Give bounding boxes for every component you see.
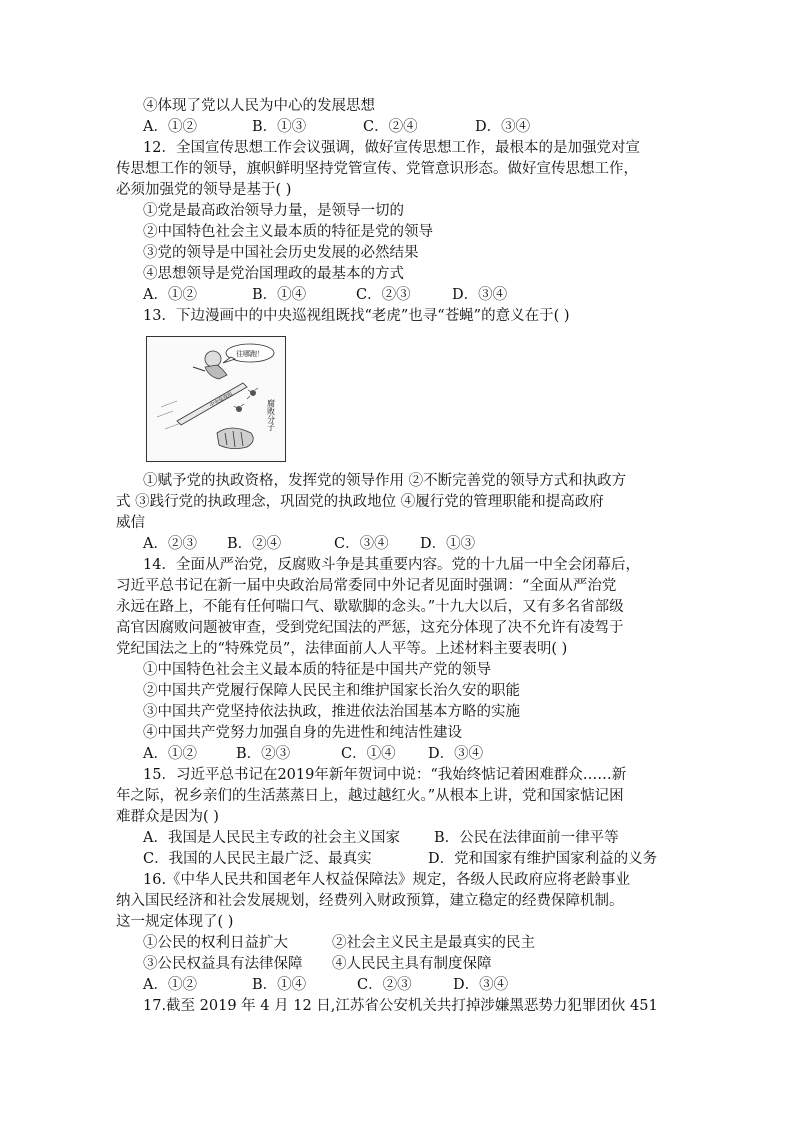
q12-option-c: C．②③ bbox=[356, 287, 411, 303]
q12-stem-3: 必须加强党的领导是基于( ) bbox=[116, 182, 292, 198]
q11-option-b: B．①③ bbox=[252, 119, 307, 135]
q13-stem: 13．下边漫画中的中央巡视组既找“老虎”也寻“苍蝇”的意义在于( ) bbox=[143, 308, 570, 324]
q14-item-4: ④中国共产党努力加强自身的先进性和纯洁性建设 bbox=[143, 725, 462, 741]
q13-option-a: A．②③ bbox=[143, 536, 197, 552]
q16-option-c: C．②③ bbox=[357, 977, 412, 993]
q14-item-2: ②中国共产党履行保障人民民主和维护国家长治久安的职能 bbox=[143, 683, 520, 699]
q14-stem-3: 永远在路上，不能有任何喘口气、歇歇脚的念头。”十九大以后，又有多名省部级 bbox=[116, 599, 624, 615]
q16-stem-3: 这一规定体现了( ) bbox=[116, 914, 234, 930]
q16-option-d: D．③④ bbox=[453, 977, 509, 993]
speech-bubble-text: 往哪跑！ bbox=[236, 350, 264, 358]
q13-option-d: D．①③ bbox=[420, 536, 476, 552]
q13-items-line-2: 式 ③践行党的执政理念，巩固党的执政地位 ④履行党的管理职能和提高政府 bbox=[116, 494, 604, 510]
q16-option-a: A．①② bbox=[143, 977, 197, 993]
q12-item-1: ①党是最高政治领导力量，是领导一切的 bbox=[143, 203, 404, 219]
q12-item-2: ②中国特色社会主义最本质的特征是党的领导 bbox=[143, 224, 433, 240]
q13-option-b: B．②④ bbox=[227, 536, 282, 552]
q16-option-b: B．①④ bbox=[252, 977, 307, 993]
sword-text: 中央巡视组 bbox=[209, 391, 234, 409]
q14-item-1: ①中国特色社会主义最本质的特征是中国共产党的领导 bbox=[143, 662, 491, 678]
q15-stem-2: 年之际，祝乡亲们的生活蒸蒸日上，越过越红火。”从根本上讲，党和国家惦记困 bbox=[116, 788, 624, 804]
q13-items-line-1: ①赋予党的执政资格，发挥党的领导作用 ②不断完善党的领导方式和执政方 bbox=[143, 473, 627, 489]
q14-stem-4: 高官因腐败问题被审查，受到党纪国法的严惩，这充分体现了决不允许有凌驾于 bbox=[116, 620, 624, 636]
q15-option-c: C．我国的人民民主最广泛、最真实 bbox=[143, 851, 372, 867]
q14-option-c: C．①④ bbox=[341, 746, 396, 762]
q15-option-d: D．党和国家有维护国家利益的义务 bbox=[428, 851, 658, 867]
q16-stem-1: 16.《中华人民共和国老年人权益保障法》规定，各级人民政府应将老龄事业 bbox=[143, 872, 631, 888]
q11-option-a: A．①② bbox=[143, 119, 197, 135]
q16-stem-2: 纳入国民经济和社会发展规划，经费列入财政预算，建立稳定的经费保障机制。 bbox=[116, 893, 624, 909]
q12-stem-2: 传思想工作的领导，旗帜鲜明坚持党管宣传、党管意识形态。做好宣传思想工作， bbox=[116, 161, 638, 177]
q14-item-3: ③中国共产党坚持依法执政，推进依法治国基本方略的实施 bbox=[143, 704, 520, 720]
q14-option-d: D．③④ bbox=[428, 746, 484, 762]
q15-option-b: B．公民在法律面前一律平等 bbox=[434, 830, 619, 846]
anti-corruption-cartoon bbox=[146, 336, 286, 462]
q12-option-b: B．①④ bbox=[252, 287, 307, 303]
q12-option-a: A．①② bbox=[143, 287, 197, 303]
q16-item-4: ④人民民主具有制度保障 bbox=[332, 956, 492, 972]
cartoon-drawing bbox=[147, 337, 285, 461]
q16-item-3: ③公民权益具有法律保障 bbox=[143, 956, 303, 972]
q16-item-1: ①公民的权利日益扩大 bbox=[143, 935, 288, 951]
q12-item-4: ④思想领导是党治国理政的最基本的方式 bbox=[143, 266, 404, 282]
q13-items-line-3: 威信 bbox=[116, 515, 145, 531]
q14-stem-2: 习近平总书记在新一届中央政治局常委同中外记者见面时强调：“全面从严治党 bbox=[116, 578, 617, 594]
corruption-label: 腐败分子 bbox=[266, 399, 276, 431]
q14-option-b: B．②③ bbox=[236, 746, 291, 762]
q12-item-3: ③党的领导是中国社会历史发展的必然结果 bbox=[143, 245, 419, 261]
q12-option-d: D．③④ bbox=[452, 287, 508, 303]
q14-stem-1: 14．全面从严治党，反腐败斗争是其重要内容。党的十九届一中全会闭幕后， bbox=[143, 557, 640, 573]
q15-stem-3: 难群众是因为( ) bbox=[116, 809, 219, 825]
q17-stem: 17.截至 2019 年 4 月 12 日,江苏省公安机关共打掉涉嫌黑恶势力犯罪团伙 451 bbox=[143, 998, 658, 1014]
q15-option-a: A．我国是人民民主专政的社会主义国家 bbox=[143, 830, 400, 846]
q16-item-2: ②社会主义民主是最真实的民主 bbox=[332, 935, 535, 951]
q14-option-a: A．①② bbox=[143, 746, 197, 762]
q11-option-d: D．③④ bbox=[475, 119, 531, 135]
q12-stem-1: 12．全国宣传思想工作会议强调，做好宣传思想工作，最根本的是加强党对宣 bbox=[143, 140, 640, 156]
q11-option-c: C．②④ bbox=[363, 119, 418, 135]
q14-stem-5: 党纪国法之上的“特殊党员”，法律面前人人平等。上述材料主要表明( ) bbox=[116, 641, 568, 657]
q13-option-c: C．③④ bbox=[334, 536, 389, 552]
q15-stem-1: 15．习近平总书记在2019年新年贺词中说：“我始终惦记着困难群众……新 bbox=[143, 767, 627, 783]
q11-item-4: ④体现了党以人民为中心的发展思想 bbox=[143, 98, 375, 114]
